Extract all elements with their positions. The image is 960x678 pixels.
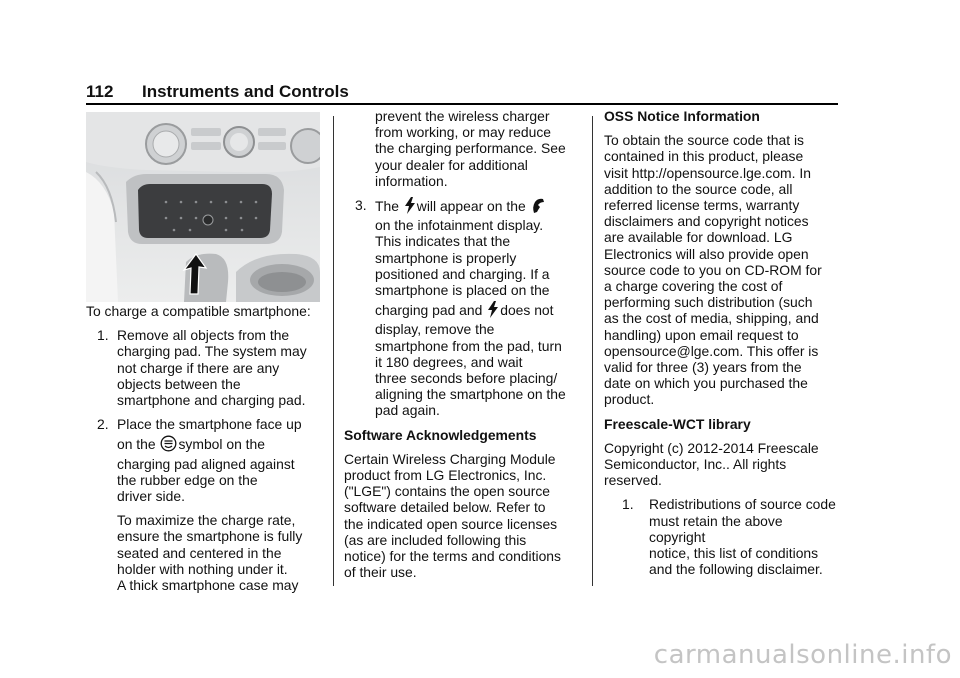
step-1-line: Remove all objects from the xyxy=(117,327,290,344)
step-3-line xyxy=(375,197,580,217)
body-line: performing such distribution (such xyxy=(604,294,813,311)
body-line: source code to you on CD-ROM for xyxy=(604,261,822,278)
header-rule xyxy=(86,103,838,105)
body-line: disclaimers and copyright notices xyxy=(604,213,809,230)
step-2-line: Place the smartphone face up xyxy=(117,416,302,433)
body-line: referred license terms, warranty xyxy=(604,197,800,214)
section-title: Instruments and Controls xyxy=(142,82,349,101)
step-2-line: the rubber edge on the xyxy=(117,471,258,488)
body-line: Copyright (c) 2012-2014 Freescale xyxy=(604,439,819,456)
body-line: product. xyxy=(604,391,655,408)
continued-line: information. xyxy=(375,172,448,189)
step-3-line: smartphone is placed on the xyxy=(375,282,550,299)
body-line: valid for three (3) years from the xyxy=(604,359,802,376)
body-line: a charge covering the cost of xyxy=(604,278,783,295)
step-2-text: symbol on the xyxy=(178,436,265,453)
license-line: and the following disclaimer. xyxy=(649,561,823,578)
step-3-line: on the infotainment display. xyxy=(375,217,544,234)
license-item-1 xyxy=(604,496,840,577)
step-2 xyxy=(86,416,322,593)
body-line: ("LGE") contains the open source xyxy=(344,483,550,500)
body-line: notice) for the terms and conditions xyxy=(344,548,561,565)
column-divider-1 xyxy=(333,116,334,586)
body-line: date on which you purchased the xyxy=(604,375,808,392)
body-line: addition to the source code, all xyxy=(604,180,793,197)
freescale-heading: Freescale-WCT library xyxy=(604,415,751,432)
body-line: are available for download. LG xyxy=(604,229,793,246)
step-1-number: 1. xyxy=(97,327,109,344)
body-line: product from LG Electronics, Inc. xyxy=(344,467,547,484)
software-ack-heading: Software Acknowledgements xyxy=(344,426,537,443)
body-line: Certain Wireless Charging Module xyxy=(344,450,556,467)
step-3-line: smartphone is properly xyxy=(375,249,517,266)
body-line: Semiconductor, Inc.. All rights xyxy=(604,456,787,473)
charging-pad-symbol-icon xyxy=(160,435,177,455)
column-1 xyxy=(86,108,322,593)
body-line: opensource@lge.com. This offer is xyxy=(604,342,819,359)
step-3-text: charging pad and xyxy=(375,302,483,319)
body-line: handling) upon email request to xyxy=(604,326,799,343)
step-3 xyxy=(344,197,580,419)
step-3-line: it 180 degrees, and wait xyxy=(375,353,523,370)
license-line: Redistributions of source code xyxy=(649,496,836,513)
step-2-line: charging pad aligned against xyxy=(117,455,295,472)
charging-pad-photo xyxy=(86,112,320,302)
step-3-line: aligning the smartphone on the xyxy=(375,386,566,403)
continued-step-2 xyxy=(344,108,580,189)
paragraph-line: To maximize the charge rate, xyxy=(117,512,296,529)
body-line: software detailed below. Refer to xyxy=(344,499,546,516)
step-1-line: objects between the xyxy=(117,375,241,392)
step-2-text: on the xyxy=(117,436,156,453)
oss-notice-heading: OSS Notice Information xyxy=(604,108,760,124)
continued-line: the charging performance. See xyxy=(375,140,566,157)
continued-line: prevent the wireless charger xyxy=(375,108,550,124)
body-line: contained in this product, please xyxy=(604,148,804,165)
page-header xyxy=(86,82,838,104)
step-3-line: This indicates that the xyxy=(375,233,511,250)
wireless-phone-icon xyxy=(531,197,545,217)
step-3-line: display, remove the xyxy=(375,321,495,338)
lightning-bolt-icon xyxy=(487,301,499,321)
step-3-line: pad again. xyxy=(375,402,440,419)
page-number: 112 xyxy=(86,82,114,101)
column-3 xyxy=(604,108,840,577)
step-3-number: 3. xyxy=(355,197,367,214)
paragraph-line: seated and centered in the xyxy=(117,544,282,561)
body-line: visit http://opensource.lge.com. In xyxy=(604,164,811,181)
step-1-line: smartphone and charging pad. xyxy=(117,392,306,409)
watermark: carmanualsonline.info xyxy=(653,640,952,670)
body-line: (as are included following this xyxy=(344,531,527,548)
license-line: notice, this list of conditions xyxy=(649,545,819,562)
body-line: reserved. xyxy=(604,472,662,489)
intro-text: To charge a compatible smartphone: xyxy=(86,303,311,319)
body-line: the indicated open source licenses xyxy=(344,515,558,532)
paragraph-line: ensure the smartphone is fully xyxy=(117,528,303,545)
license-line: must retain the above copyright xyxy=(649,512,783,545)
paragraph-line: holder with nothing under it. xyxy=(117,560,288,577)
column-2 xyxy=(344,108,580,580)
license-item-number: 1. xyxy=(622,496,634,513)
step-3-text: will appear on the xyxy=(416,198,526,215)
step-3-text: The xyxy=(375,198,399,215)
column-divider-2 xyxy=(592,116,593,586)
lightning-bolt-icon xyxy=(404,197,416,217)
step-3-line: smartphone from the pad, turn xyxy=(375,337,562,354)
step-1 xyxy=(86,327,322,408)
step-3-line xyxy=(375,301,580,321)
step-2-line: driver side. xyxy=(117,488,185,505)
paragraph-line: A thick smartphone case may xyxy=(117,577,299,594)
step-2-number: 2. xyxy=(97,416,109,433)
step-3-text: does not xyxy=(500,302,554,319)
body-line: Electronics will also provide open xyxy=(604,245,809,262)
step-2-line xyxy=(117,435,322,455)
step-3-line: three seconds before placing/ xyxy=(375,370,558,387)
step-1-line: charging pad. The system may xyxy=(117,343,307,360)
step-3-line: positioned and charging. If a xyxy=(375,265,550,282)
body-line: To obtain the source code that is xyxy=(604,132,804,149)
continued-line: from working, or may reduce xyxy=(375,124,552,141)
body-line: of their use. xyxy=(344,564,417,581)
continued-line: your dealer for additional xyxy=(375,156,528,173)
step-1-line: not charge if there are any xyxy=(117,359,280,376)
body-line: as the cost of media, shipping, and xyxy=(604,310,819,327)
